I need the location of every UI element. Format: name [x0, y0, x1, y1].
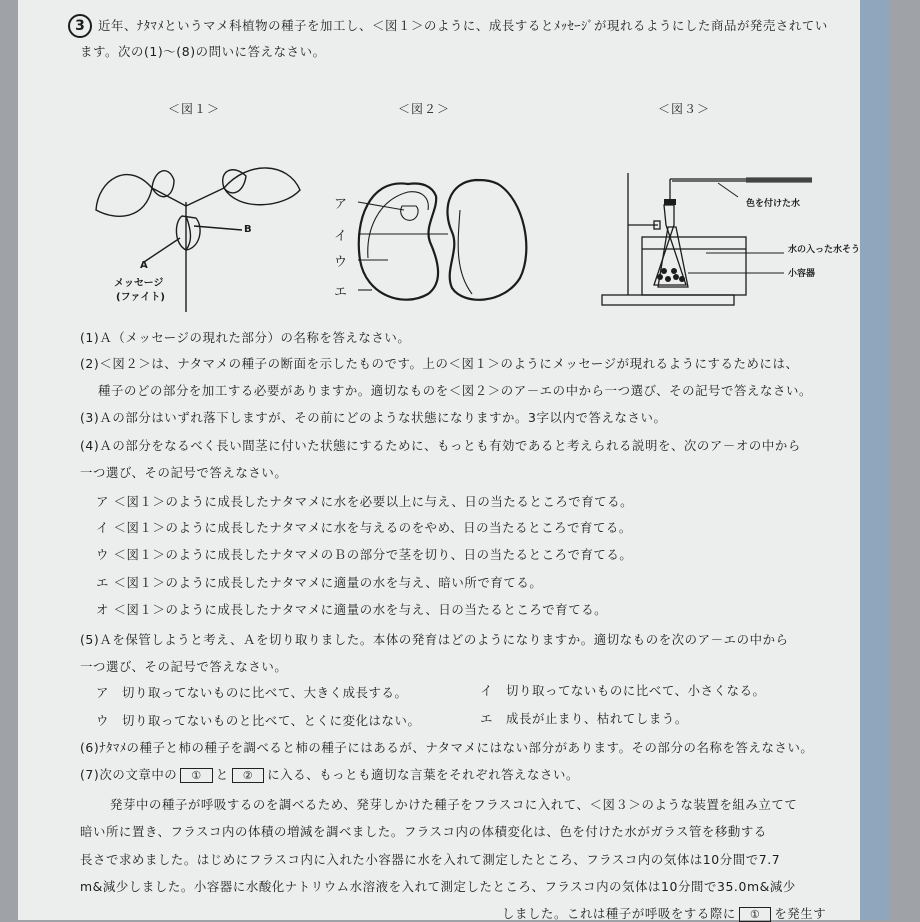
figure-2-caption: ＜図２＞ [398, 102, 451, 116]
figure-3-caption: ＜図３＞ [658, 102, 711, 116]
question-2-line-2: 種子のどの部分を加工する必要がありますか。適切なものを＜図２＞のア－エの中から一つ選び、その記号で答えなさい。 [98, 383, 812, 398]
question-4-line-1: (4)Ａの部分をなるべく長い間茎に付いた状態にするために、もっとも有効であると考えられる説明を、次のア－オの中から [80, 438, 801, 453]
question-6-text: (6)ﾅﾀﾏﾒの種子と柿の種子を調べると柿の種子にはあるが、ナタマメにはない部分があります。その部分の名称を答えなさい。 [80, 740, 814, 755]
question-5-option-a: ア 切り取ってないものに比べて、大きく成長する。 [96, 685, 408, 700]
intro-line-1: 近年、ﾅﾀﾏﾒというマメ科植物の種子を加工し、＜図１＞のように、成長するとﾒｯｾｰｼﾞが現れるようにした商品が発売されてい [98, 18, 828, 33]
figure-3-label-beaker: 水の入った水そう [788, 245, 861, 255]
question-4-line-2: 一つ選び、その記号で答えなさい。 [80, 465, 288, 480]
figure-2-label-i: イ [334, 229, 348, 244]
answer-box-2: ② [232, 768, 264, 783]
passage-line-5 [502, 904, 826, 922]
answer-box-1: ① [180, 768, 212, 783]
question-2-line-1: (2)＜図２＞は、ナタマメの種子の断面を示したものです。上の＜図１＞のようにメッセージが現れるようにするためには、 [80, 356, 799, 371]
question-4-option-o: オ ＜図１＞のように成長したナタマメに適量の水を与え、日の当たるところで育てる。 [96, 602, 608, 617]
passage-line-1: 発芽中の種子が呼吸するのを調べるため、発芽しかけた種子をフラスコに入れて、＜図３＞のような装置を組み立てて [110, 797, 798, 812]
figure-2-seed-cross-section [348, 170, 548, 310]
figure-1-label-message: メッセージ [114, 278, 164, 289]
figure-2-label-u: ウ [334, 255, 348, 270]
question-5-option-e: エ 成長が止まり、枯れてしまう。 [480, 711, 688, 726]
intro-line-2: ます。次の(1)～(8)の問いに答えなさい。 [80, 44, 326, 59]
page-edge [860, 0, 890, 920]
question-4-option-e: エ ＜図１＞のように成長したナタマメに適量の水を与え、暗い所で育てる。 [96, 575, 543, 590]
question-3-text: (3)Ａの部分はいずれ落下しますが、その前にどのような状態になりますか。3字以内で答えなさい。 [80, 410, 667, 425]
figure-3-label-container: 小容器 [788, 269, 816, 279]
question-4-option-i: イ ＜図１＞のように成長したナタマメに水を与えるのをやめ、日の当たるところで育てる。 [96, 520, 632, 535]
figure-3-flask-apparatus [598, 165, 838, 315]
question-1-text: (1)Ａ（メッセージの現れた部分）の名称を答えなさい。 [80, 330, 411, 345]
figure-1-label-fight: (ファイト) [116, 292, 165, 303]
figure-2-label-a: ア [334, 197, 348, 212]
question-5-option-i: イ 切り取ってないものに比べて、小さくなる。 [480, 683, 766, 698]
passage-line-3: 長さで求めました。はじめにフラスコ内に入れた小容器に水を入れて測定したところ、フラスコ内の気体は10分間で7.7 [80, 852, 781, 867]
question-7-mid: と [215, 767, 229, 782]
exam-page [18, 0, 890, 920]
question-5-option-u: ウ 切り取ってないものと比べて、とくに変化はない。 [96, 713, 421, 728]
passage-end-text: を発生す [774, 906, 827, 921]
question-7-text [80, 765, 579, 783]
question-5-line-1: (5)Ａを保管しようと考え、Ａを切り取りました。本体の発育はどのようになりますか。適切なものを次のア－エの中から [80, 632, 789, 647]
passage-last-text: しました。これは種子が呼吸をする際に [502, 906, 736, 921]
question-7-prefix: (7)次の文章中の [80, 767, 178, 782]
question-number-badge: 3 [68, 14, 92, 38]
passage-line-4: m&減少しました。小容器に水酸化ナトリウム水溶液を入れて測定したところ、フラスコ内の気体は10分間で35.0m&減少 [80, 879, 796, 894]
question-5-line-2: 一つ選び、その記号で答えなさい。 [80, 659, 288, 674]
figure-1-label-a: A [140, 260, 148, 271]
figure-2-label-e: エ [334, 285, 348, 300]
question-4-option-u: ウ ＜図１＞のように成長したナタマメのＢの部分で茎を切り、日の当たるところで育てる。 [96, 547, 633, 562]
figure-3-label-colored-water: 色を付けた水 [746, 199, 801, 209]
figure-1-label-b: B [244, 224, 252, 235]
passage-answer-box: ① [739, 907, 771, 922]
passage-line-2: 暗い所に置き、フラスコ内の体積の増減を調べました。フラスコ内の体積変化は、色を付けた水がガラス管を移動する [80, 824, 767, 839]
question-4-option-a: ア ＜図１＞のように成長したナタマメに水を必要以上に与え、日の当たるところで育てる。 [96, 494, 634, 509]
figure-1-caption: ＜図１＞ [168, 102, 221, 116]
question-7-suffix: に入る、もっとも適切な言葉をそれぞれ答えなさい。 [267, 767, 580, 782]
